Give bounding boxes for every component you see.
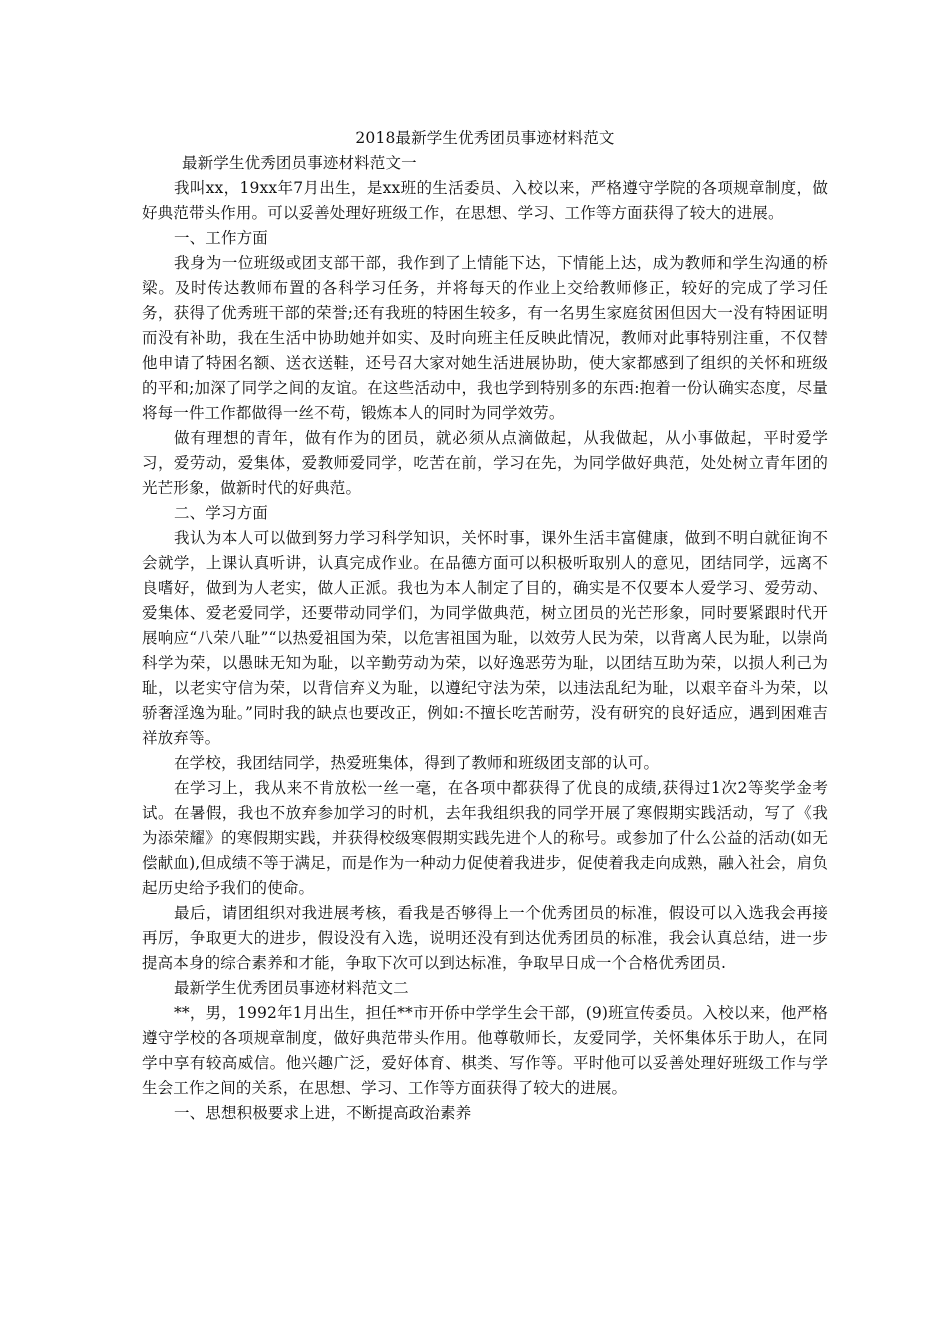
paragraph-study: 我认为本人可以做到努力学习科学知识，关怀时事，课外生活丰富健康，做到不明白就征询不会就学，上课认真听讲，认真完成作业。在品德方面可以积极听取别人的意见，团结同学，远离不良嗜好，做到为人老实，做人正派。我也为本人制定了目的，确实是不仅要本人爱学习、爱劳动、爱集体、爱老爱同学，还要带动同学们，为同学做典范，树立团员的光芒形象，同时要紧跟时代开展响应“八荣八耻”“以热爱祖国为荣，以危害祖国为耻，以效劳人民为荣，以背离人民为耻，以崇尚科学为荣，以愚昧无知为耻，以辛勤劳动为荣，以好逸恶劳为耻，以团结互助为荣，以损人利己为耻，以老实守信为荣，以背信弃义为耻，以遵纪守法为荣，以违法乱纪为耻，以艰辛奋斗为荣，以骄奢淫逸为耻。”同时我的缺点也要改正，例如:不擅长吃苦耐劳，没有研究的良好适应，遇到困难吉祥放弃等。 [142,529,828,747]
paragraph-work: 我身为一位班级或团支部干部，我作到了上情能下达，下情能上达，成为教师和学生沟通的桥梁。及时传达教师布置的各科学习任务，并将每天的作业上交给教师修正，较好的完成了学习任务，获得了优秀班干部的荣誉;还有我班的特困生较多，有一名男生家庭贫困但因大一没有特困证明而没有补助，我在生活中协助她并如实、及时向班主任反映此情况，教师对此事特别注重，不仅替他申请了特困名额、送衣送鞋，还号召大家对她生活进展协助，使大家都感到了组织的关怀和班级的平和;加深了同学之间的友谊。在这些活动中，我也学到特别多的东西:抱着一份认确实态度，尽量将每一件工作都做得一丝不苟，锻炼本人的同时为同学效劳。 [142,254,828,422]
section-title-1: 最新学生优秀团员事迹材料范文一 [182,154,417,172]
paragraph-conclusion: 最后，请团组织对我进展考核，看我是否够得上一个优秀团员的标准，假设可以入选我会再接再厉，争取更大的进步，假设没有入选，说明还没有到达优秀团员的标准，我会认真总结，进一步提高本身的综合素养和才能，争取下次可以到达标准，争取早日成一个合格优秀团员. [142,904,828,972]
heading-work: 一、工作方面 [174,229,268,247]
paragraph-school: 在学校，我团结同学，热爱班集体，得到了教师和班级团支部的认可。 [174,754,660,772]
document-body [142,126,828,1126]
paragraph-intro: 我叫xx，19xx年7月出生，是xx班的生活委员、入校以来，严格遵守学院的各项规章制度，做好典范带头作用。可以妥善处理好班级工作，在思想、学习、工作等方面获得了较大的进展。 [142,179,828,222]
section-title-2: 最新学生优秀团员事迹材料范文二 [174,979,409,997]
heading-thought: 一、思想积极要求上进，不断提高政治素养 [174,1104,472,1122]
paragraph-ideal: 做有理想的青年，做有作为的团员，就必须从点滴做起，从我做起，从小事做起，平时爱学习，爱劳动，爱集体，爱教师爱同学，吃苦在前，学习在先，为同学做好典范，处处树立青年团的光芒形象，做新时代的好典范。 [142,429,828,497]
paragraph-achievements: 在学习上，我从来不肯放松一丝一毫，在各项中都获得了优良的成绩,获得过1次2等奖学金考试。在暑假，我也不放弃参加学习的时机，去年我组织我的同学开展了寒假期实践活动，写了《我为添荣耀》的寒假期实践，并获得校级寒假期实践先进个人的称号。或参加了什么公益的活动(如无偿献血),但成绩不等于满足，而是作为一种动力促使着我进步，促使着我走向成熟，融入社会，肩负起历史给予我们的使命。 [142,779,828,897]
document-title: 2018最新学生优秀团员事迹材料范文 [355,129,615,147]
heading-study: 二、学习方面 [174,504,268,522]
paragraph-profile: **，男，1992年1月出生，担任**市开侨中学学生会干部，(9)班宣传委员。入校以来，他严格遵守学校的各项规章制度，做好典范带头作用。他尊敬师长，友爱同学，关怀集体乐于助人，在同学中享有较高威信。他兴趣广泛，爱好体育、棋类、写作等。平时他可以妥善处理好班级工作与学生会工作之间的关系，在思想、学习、工作等方面获得了较大的进展。 [142,1004,828,1097]
